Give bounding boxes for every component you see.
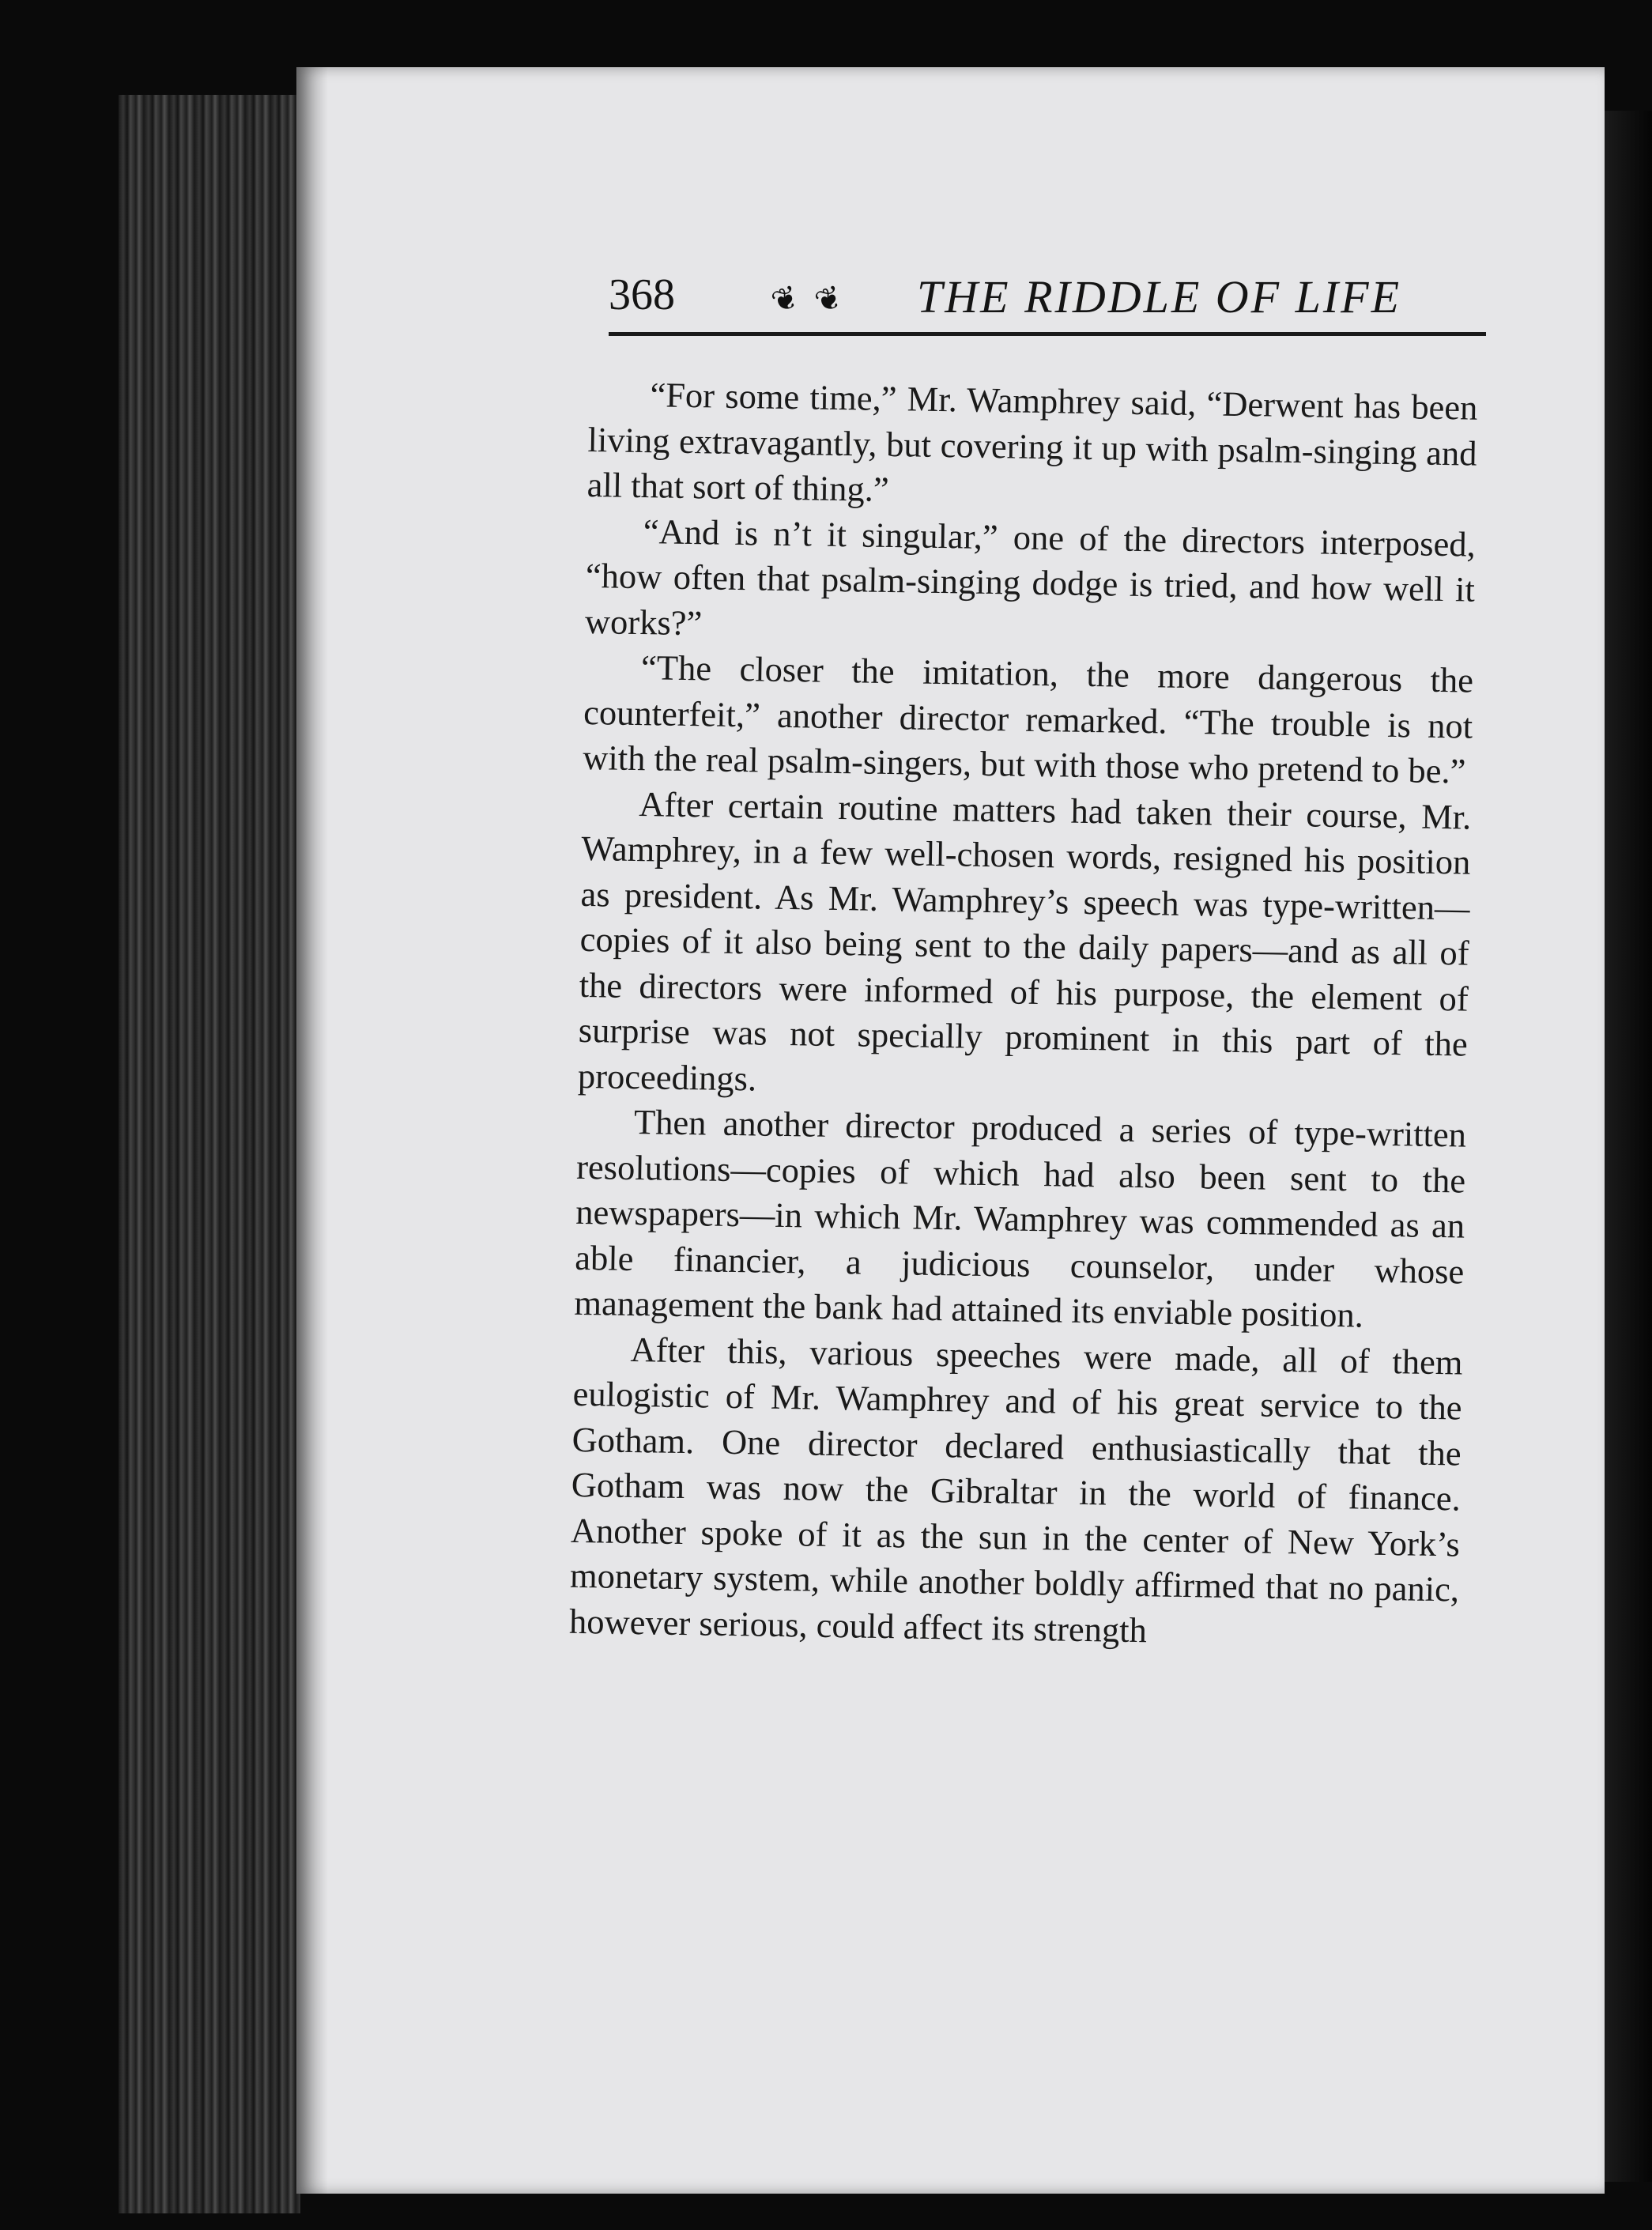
book-right-edge xyxy=(1605,111,1652,2182)
page-header xyxy=(609,270,1486,360)
paragraph: “And is n’t it singular,” one of the directors interposed, “how often that psalm-singing dodge is tried, and how well it works?” xyxy=(584,511,1477,643)
paragraph: After certain routine matters had taken their course, Mr. Wamphrey, in a few well-chosen words, resigned his position as president. As Mr. Wamphrey’s speech was type-written—copies of it also being sent to the daily papers—and as all of the directors were informed of his purpose, the element of surprise was not specially prominent in this part of the proceedings. xyxy=(577,783,1472,1098)
running-title: THE RIDDLE OF LIFE xyxy=(917,271,1402,323)
header-rule xyxy=(609,332,1486,336)
paragraph: “For some time,” Mr. Wamphrey said, “Derwent has been living extravagantly, but covering it up with psalm-singing and all that sort of thing.” xyxy=(586,375,1478,509)
page-number: 368 xyxy=(609,270,675,319)
body-text xyxy=(569,372,1478,1658)
leaf-ornament-icon: ❦ xyxy=(809,277,847,321)
paragraph: “The closer the imitation, the more dangerous the counterfeit,” another director remarked. “The trouble is not with the real psalm-singers, but with those who pretend to be.” xyxy=(582,647,1474,791)
paragraph: After this, various speeches were made, all of them eulogistic of Mr. Wamphrey and of his great service to the Gotham. One director declared enthusiastically that the Gotham was now the Gibraltar in the world of finance. Another spoke of it as the sun in the center of New York’s monetary system, while another boldly affirmed that no panic, however serious, could affect its strength xyxy=(568,1329,1463,1650)
leaf-ornament-icon: ❦ xyxy=(766,277,804,321)
paragraph: Then another director produced a series of type-written resolutions—copies of which had also been sent to the newspapers—in which Mr. Wamphrey was commended as an able financier, a judicious counselor, under whose management the bank had attained its enviable position. xyxy=(574,1102,1467,1335)
book-page-edges xyxy=(119,95,300,2213)
page-gutter-shadow xyxy=(296,67,328,2194)
